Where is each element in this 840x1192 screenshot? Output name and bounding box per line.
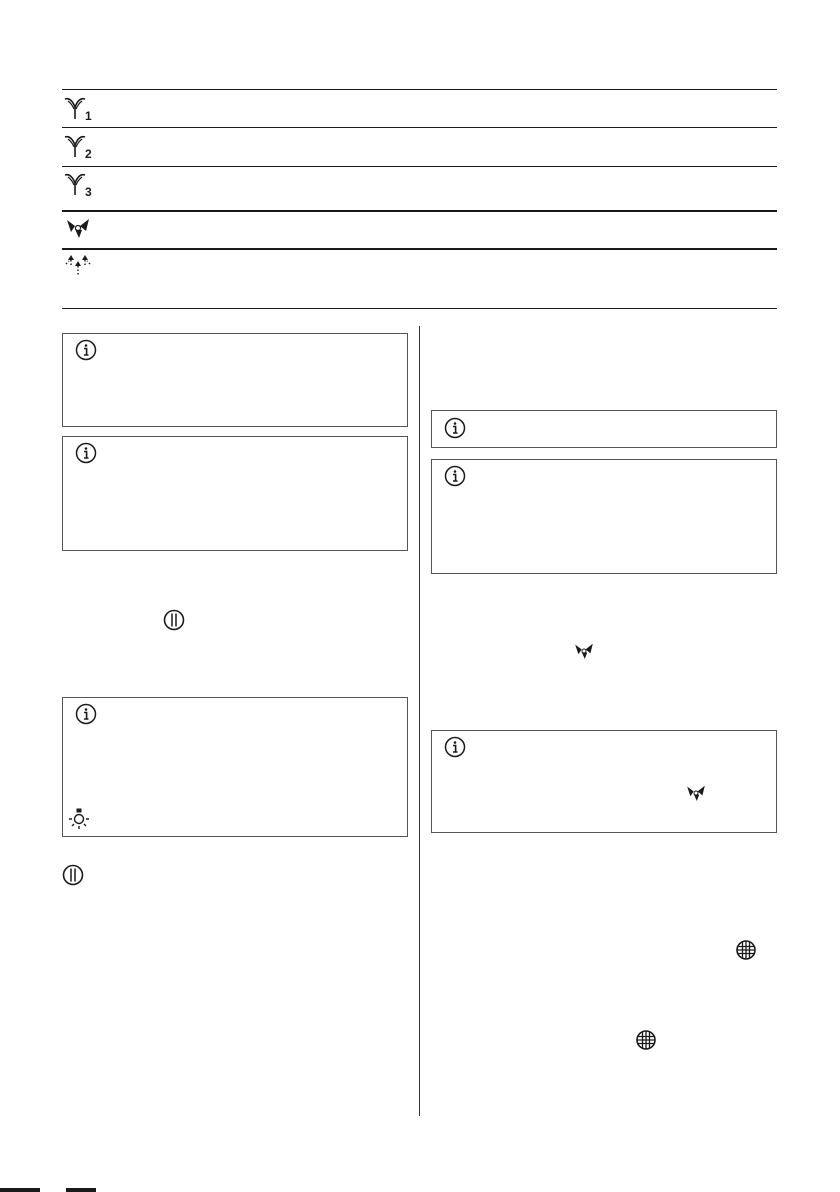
note-box-left-1 xyxy=(62,333,408,427)
table-rule-top xyxy=(62,89,777,90)
table-rule-bottom xyxy=(62,308,777,309)
power-icon xyxy=(62,864,84,886)
filter-grid-icon xyxy=(735,939,757,961)
note-box-left-3 xyxy=(62,697,408,837)
table-rule-4 xyxy=(62,248,777,250)
table-rule-3 xyxy=(62,210,777,212)
table-rule-2 xyxy=(62,166,777,167)
power-icon xyxy=(163,609,185,631)
filter-grid-icon xyxy=(635,1029,657,1051)
note-box-right-3 xyxy=(431,730,777,833)
fan-speed-index: 1 xyxy=(85,109,92,123)
lamp-icon xyxy=(67,807,91,831)
fan-speed-index: 2 xyxy=(85,147,92,161)
fan-speed-index: 3 xyxy=(85,185,92,199)
fan-boost-icon xyxy=(572,641,596,661)
table-rule-1 xyxy=(62,127,777,128)
info-icon xyxy=(75,339,97,361)
info-icon xyxy=(75,703,97,725)
page-edge-mark xyxy=(0,1188,40,1192)
fan-speed-2-icon xyxy=(63,133,99,161)
note-box-right-1 xyxy=(431,410,777,448)
fan-boost-icon xyxy=(684,783,708,803)
steam-sensor-icon xyxy=(63,252,93,278)
note-box-left-2 xyxy=(62,436,408,551)
page-edge-mark xyxy=(66,1188,96,1192)
fan-speed-3-icon xyxy=(63,171,99,199)
note-box-right-2 xyxy=(431,459,777,574)
info-icon xyxy=(75,442,97,464)
info-icon xyxy=(444,465,466,487)
fan-boost-icon xyxy=(63,216,93,240)
info-icon xyxy=(444,417,466,439)
fan-speed-1-icon xyxy=(63,95,99,123)
column-divider xyxy=(419,326,420,1116)
info-icon xyxy=(444,736,466,758)
